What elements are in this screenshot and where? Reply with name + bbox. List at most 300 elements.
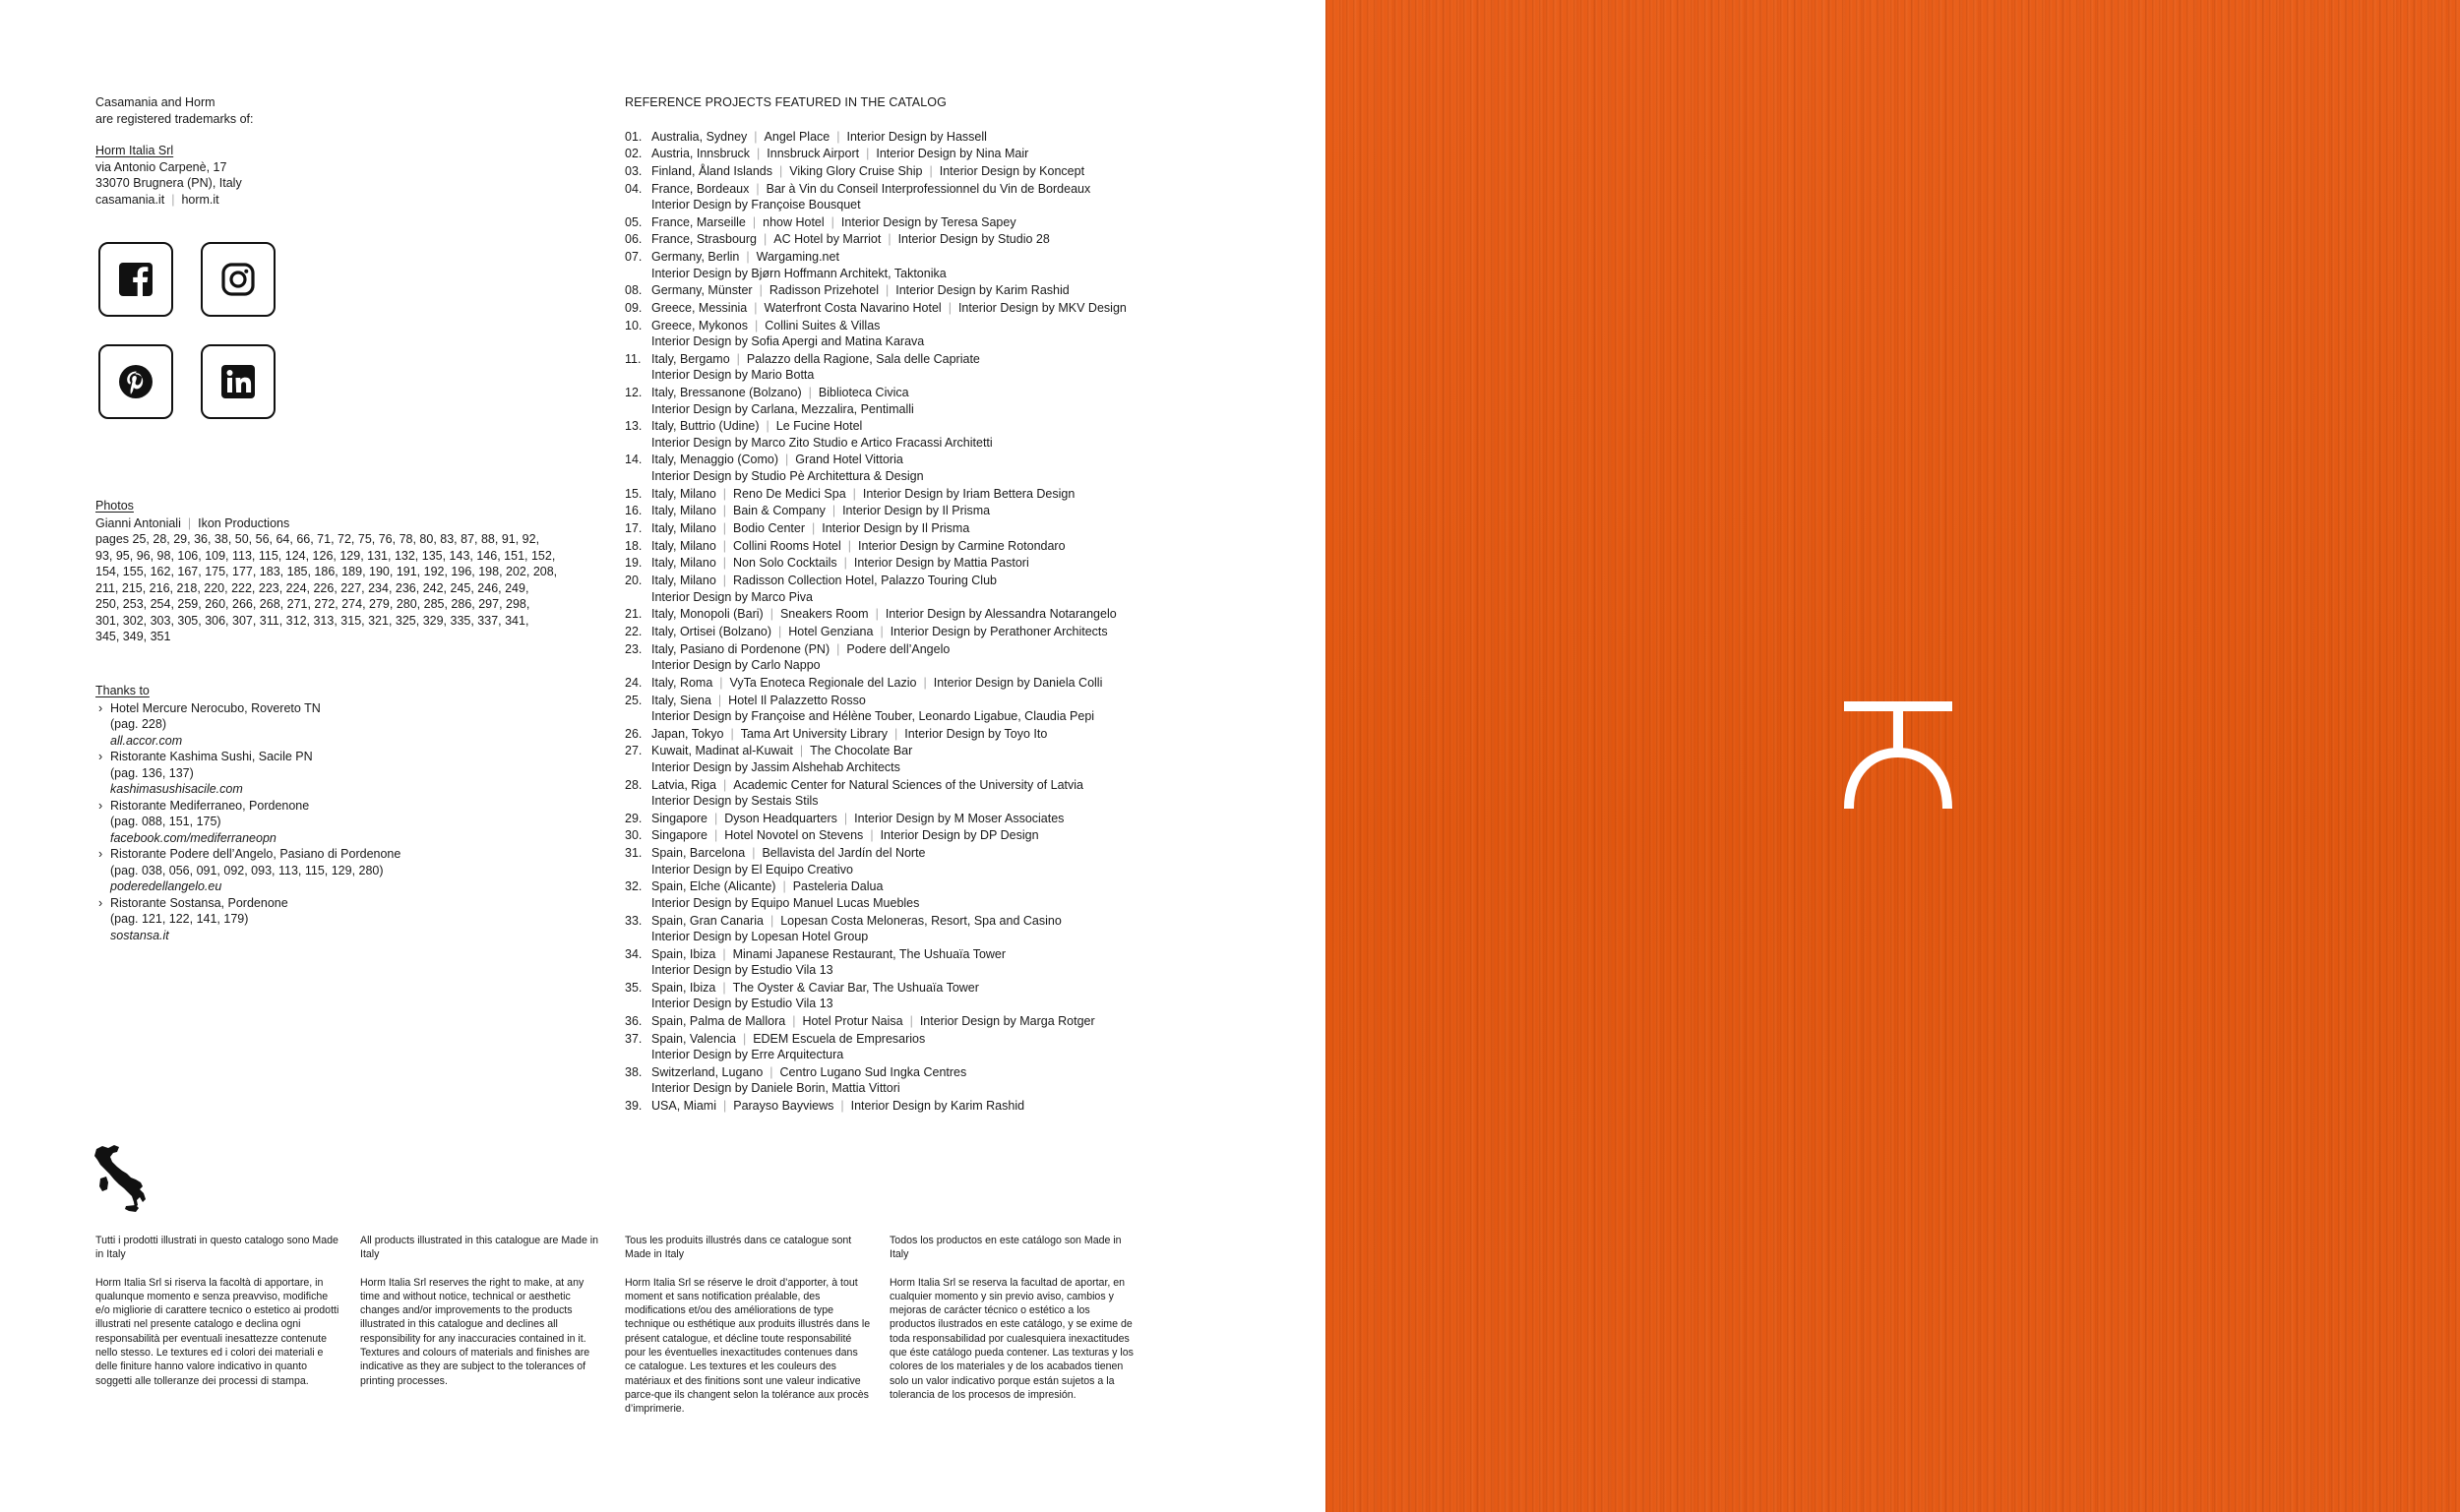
project-line — [651, 300, 1176, 317]
separator: | — [764, 232, 768, 247]
separator: | — [757, 147, 761, 161]
project-line — [651, 538, 1176, 555]
separator: | — [830, 214, 834, 229]
project-field: The Oyster & Caviar Bar, The Ushuaïa Tower — [732, 980, 979, 995]
project-field: Interior Design by Mario Botta — [651, 368, 815, 383]
project-number: 21. — [625, 607, 643, 622]
project-field: Bodio Center — [733, 521, 805, 535]
project-body — [651, 1031, 1176, 1063]
separator: | — [736, 351, 740, 366]
project-number: 22. — [625, 624, 643, 638]
separator: | — [880, 624, 884, 638]
project-line — [651, 318, 1176, 334]
project-number: 32. — [625, 879, 643, 894]
disclaimer-made-in: All products illustrated in this catalogue are Made in Italy — [360, 1235, 599, 1261]
project-number: 01. — [625, 129, 643, 144]
horm-link[interactable]: horm.it — [181, 192, 219, 207]
thanks-name: › Ristorante Mediferraneo, Pordenone — [110, 798, 310, 813]
project-body — [651, 726, 1176, 743]
project-line — [651, 231, 1176, 248]
thanks-url[interactable]: poderedellangelo.eu — [110, 879, 222, 893]
project-field: Interior Design by Lopesan Hotel Group — [651, 930, 869, 943]
facebook-button[interactable] — [98, 242, 173, 317]
project-line — [651, 913, 1176, 930]
project-item — [625, 231, 1176, 248]
project-item — [625, 641, 1176, 674]
thanks-pages: (pag. 136, 137) — [110, 765, 194, 780]
separator: | — [717, 693, 722, 707]
project-line — [651, 996, 1176, 1012]
project-field: Interior Design by Marco Piva — [651, 589, 813, 604]
project-line — [651, 895, 1176, 912]
project-field: Spain, Elche (Alicante) — [651, 879, 776, 894]
project-field: Interior Design by Teresa Sapey — [840, 214, 1016, 229]
facebook-icon — [116, 260, 155, 299]
thanks-name: › Hotel Mercure Nerocubo, Rovereto TN — [110, 700, 321, 715]
project-field: Interior Design by Estudio Vila 13 — [651, 997, 833, 1011]
project-body — [651, 878, 1176, 911]
project-field: AC Hotel by Marriot — [773, 232, 882, 247]
company-address-line2: 33070 Brugnera (PN), Italy — [95, 176, 242, 190]
project-field: Interior Design by Koncept — [939, 163, 1085, 178]
project-number: 04. — [625, 181, 643, 196]
project-field: Interior Design by Karim Rashid — [850, 1099, 1025, 1114]
project-item — [625, 845, 1176, 877]
separator: | — [742, 1031, 747, 1046]
project-number: 18. — [625, 538, 643, 553]
separator: | — [929, 163, 933, 178]
project-number: 10. — [625, 318, 643, 333]
project-field: Bain & Company — [733, 504, 826, 518]
project-line — [651, 1047, 1176, 1063]
project-item — [625, 418, 1176, 451]
project-item — [625, 946, 1176, 979]
project-field: Italy, Milano — [651, 486, 716, 501]
company-address-line1: via Antonio Carpenè, 17 — [95, 159, 227, 174]
photo-pages-line: 250, 253, 254, 259, 260, 266, 268, 271, 272, 274, 279, 280, 285, 286, 297, 298, — [95, 597, 530, 611]
project-line — [651, 862, 1176, 878]
project-field: Radisson Collection Hotel, Palazzo Touring Club — [733, 574, 997, 588]
project-field: Germany, Berlin — [651, 250, 740, 265]
project-line — [651, 946, 1176, 963]
project-field: Bellavista del Jardín del Norte — [762, 846, 926, 861]
project-number: 34. — [625, 946, 643, 961]
reference-projects — [625, 94, 1176, 1116]
project-body — [651, 214, 1176, 231]
project-item — [625, 777, 1176, 810]
project-body — [651, 827, 1176, 844]
trademark-intro-line1: Casamania and Horm — [95, 95, 215, 109]
project-item — [625, 300, 1176, 317]
separator: | — [722, 486, 727, 501]
thanks-pages: (pag. 228) — [110, 717, 166, 731]
project-field: Spain, Valencia — [651, 1031, 736, 1046]
project-field: Interior Design by Carmine Rotondaro — [858, 538, 1066, 553]
project-field: Australia, Sydney — [651, 129, 748, 144]
project-line — [651, 726, 1176, 743]
project-field: Interior Design by Jassim Alshehab Architects — [651, 759, 900, 774]
thanks-name: › Ristorante Podere dell’Angelo, Pasiano di Pordenone — [110, 847, 401, 861]
project-number: 24. — [625, 675, 643, 690]
separator: | — [875, 607, 879, 622]
project-body — [651, 641, 1176, 674]
instagram-button[interactable] — [201, 242, 276, 317]
pinterest-icon — [116, 362, 155, 401]
project-line — [651, 452, 1176, 468]
separator: | — [722, 946, 726, 961]
disclaimers — [95, 1234, 1138, 1417]
project-field: Interior Design by MKV Design — [957, 301, 1127, 315]
project-item — [625, 318, 1176, 350]
project-field: Finland, Åland Islands — [651, 163, 772, 178]
separator: | — [722, 504, 727, 518]
project-field: Grand Hotel Vittoria — [795, 453, 903, 467]
pinterest-button[interactable] — [98, 344, 173, 419]
project-number: 20. — [625, 574, 643, 588]
project-field: Interior Design by Studio Pè Architettura & Design — [651, 468, 924, 483]
project-line — [651, 129, 1176, 146]
project-number: 23. — [625, 641, 643, 656]
project-number: 26. — [625, 726, 643, 741]
thanks-item — [95, 749, 509, 798]
project-body — [651, 318, 1176, 350]
separator: | — [714, 811, 718, 825]
project-field: Austria, Innsbruck — [651, 147, 751, 161]
project-field: Switzerland, Lugano — [651, 1064, 764, 1079]
project-item — [625, 249, 1176, 281]
project-line — [651, 1080, 1176, 1097]
photos-heading: Photos — [95, 499, 134, 513]
project-line — [651, 641, 1176, 658]
project-item — [625, 606, 1176, 623]
project-number: 07. — [625, 250, 643, 265]
separator: | — [746, 250, 750, 265]
project-line — [651, 520, 1176, 537]
project-field: France, Strasbourg — [651, 232, 757, 247]
separator: | — [752, 846, 756, 861]
photo-pages-line: 345, 349, 351 — [95, 630, 171, 643]
project-number: 37. — [625, 1031, 643, 1046]
project-field: Interior Design by Equipo Manuel Lucas Muebles — [651, 895, 920, 910]
project-body — [651, 777, 1176, 810]
project-item — [625, 1031, 1176, 1063]
project-field: Innsbruck Airport — [767, 147, 860, 161]
project-field: Hotel Novotel on Stevens — [724, 828, 864, 843]
project-field: Italy, Buttrio (Udine) — [651, 419, 760, 434]
project-line — [651, 743, 1176, 759]
thanks-list — [95, 700, 509, 944]
separator: | — [843, 811, 848, 825]
thanks-item — [95, 846, 509, 895]
project-field: Hotel Protur Naisa — [802, 1014, 903, 1029]
project-line — [651, 401, 1176, 418]
project-item — [625, 913, 1176, 945]
thanks-url[interactable]: all.accor.com — [110, 733, 183, 748]
separator: | — [948, 301, 952, 315]
separator: | — [866, 147, 870, 161]
separator: | — [785, 453, 789, 467]
separator: | — [766, 419, 769, 434]
project-field: Angel Place — [764, 129, 830, 144]
project-field: Interior Design by Perathoner Architects — [890, 624, 1108, 638]
project-line — [651, 759, 1176, 776]
project-line — [651, 657, 1176, 674]
disclaimer-body: Horm Italia Srl se réserve le droit d’apporter, à tout moment et sans notification préalable, des modifications et/ou des améliorations de type technique ou esthétique aux produits illustrés dans le présent catalogue, et décline toute responsabilité pour les éventuelles inexactitudes contenues dans ce catalogue. Les textures et les couleurs des matériaux et des finitions sont une valeur indicative parce-que ils changent selon la tolérance aux procès d’imprimerie. — [625, 1276, 871, 1416]
project-field: Hotel Il Palazzetto Rosso — [728, 693, 866, 707]
project-number: 19. — [625, 556, 643, 571]
project-item — [625, 980, 1176, 1012]
project-field: Bar à Vin du Conseil Interprofessionnel du Vin de Bordeaux — [766, 181, 1091, 196]
project-field: Interior Design by El Equipo Creativo — [651, 862, 853, 877]
project-body — [651, 675, 1176, 692]
separator: | — [852, 486, 856, 501]
project-field: Kuwait, Madinat al-Kuwait — [651, 744, 793, 758]
separator: | — [769, 607, 773, 622]
project-field: Singapore — [651, 828, 707, 843]
project-line — [651, 163, 1176, 180]
project-field: EDEM Escuela de Empresarios — [753, 1031, 926, 1046]
project-line — [651, 1031, 1176, 1048]
project-field: Viking Glory Cruise Ship — [789, 163, 923, 178]
project-line — [651, 146, 1176, 162]
project-number: 03. — [625, 163, 643, 178]
project-body — [651, 573, 1176, 605]
project-line — [651, 503, 1176, 519]
linkedin-button[interactable] — [201, 344, 276, 419]
separator: | — [722, 1099, 727, 1114]
project-body — [651, 452, 1176, 484]
project-number: 12. — [625, 386, 643, 400]
project-line — [651, 573, 1176, 589]
project-number: 36. — [625, 1014, 643, 1029]
project-field: Interior Design by Carlo Nappo — [651, 658, 821, 673]
project-field: Interior Design by DP Design — [880, 828, 1039, 843]
project-line — [651, 266, 1176, 282]
separator: | — [754, 318, 759, 333]
disclaimer-body: Horm Italia Srl reserves the right to make, at any time and without notice, technical or aesthetic changes and/or improvements to the products illustrated in this catalogue and declines all responsibility for any inaccuracies contained in it. Textures and colours of materials and finishes are indicative as they are subject to the tolerances of printing processes. — [360, 1276, 590, 1387]
separator: | — [719, 675, 723, 690]
project-field: Italy, Pasiano di Pordenone (PN) — [651, 641, 830, 656]
project-item — [625, 486, 1176, 503]
project-item — [625, 282, 1176, 299]
project-line — [651, 1098, 1176, 1115]
project-field: Interior Design by Il Prisma — [822, 521, 970, 535]
project-number: 06. — [625, 232, 643, 247]
project-item — [625, 452, 1176, 484]
project-field: Interior Design by Carlana, Mezzalira, Pentimalli — [651, 401, 914, 416]
project-field: Pasteleria Dalua — [792, 879, 884, 894]
separator: | — [888, 232, 892, 247]
project-body — [651, 743, 1176, 775]
disclaimer-spanish — [890, 1234, 1136, 1417]
project-item — [625, 385, 1176, 417]
project-body — [651, 486, 1176, 503]
project-line — [651, 351, 1176, 368]
project-body — [651, 946, 1176, 979]
project-body — [651, 1013, 1176, 1030]
project-body — [651, 845, 1176, 877]
project-field: Radisson Prizehotel — [769, 283, 879, 298]
project-field: Greece, Mykonos — [651, 318, 748, 333]
project-field: Italy, Bergamo — [651, 351, 730, 366]
project-number: 35. — [625, 980, 643, 995]
project-field: Sneakers Room — [779, 607, 869, 622]
casamania-link[interactable]: casamania.it — [95, 192, 165, 207]
project-line — [651, 827, 1176, 844]
project-line — [651, 197, 1176, 213]
project-body — [651, 129, 1176, 146]
thanks-pages: (pag. 038, 056, 091, 092, 093, 113, 115, 129, 280) — [110, 863, 384, 877]
project-number: 15. — [625, 486, 643, 501]
social-links — [98, 242, 281, 419]
project-line — [651, 962, 1176, 979]
project-field: Italy, Milano — [651, 504, 716, 518]
project-body — [651, 163, 1176, 180]
horm-logo-icon — [1844, 698, 1952, 812]
separator: | — [909, 1014, 913, 1029]
project-item — [625, 726, 1176, 743]
project-field: Interior Design by Il Prisma — [842, 504, 991, 518]
project-field: Singapore — [651, 811, 707, 825]
project-line — [651, 418, 1176, 435]
project-item — [625, 214, 1176, 231]
thanks-item — [95, 700, 509, 750]
project-field: Interior Design by Daniele Borin, Mattia Vittori — [651, 1081, 900, 1096]
project-number: 33. — [625, 913, 643, 928]
project-body — [651, 503, 1176, 519]
disclaimer-body: Horm Italia Srl si riserva la facoltà di apportare, in qualunque momento e senza preavviso, modifiche e/o migliorie di carattere tecnico o estetico ai prodotti illustrati nel presente catalogo e declina ogni responsabilità per eventuali inesattezze contenute nello stesso. Le textures ed i colori dei materiali e delle finiture hanno valore indicativo in quanto soggetti alle tolleranze dei processi di stampa. — [95, 1276, 339, 1387]
project-line — [651, 1064, 1176, 1081]
photographer-2: Ikon Productions — [198, 515, 290, 530]
project-item — [625, 1098, 1176, 1115]
project-line — [651, 624, 1176, 640]
disclaimer-made-in: Tous les produits illustrés dans ce catalogue sont Made in Italy — [625, 1235, 852, 1261]
project-field: Interior Design by Nina Mair — [876, 147, 1029, 161]
project-number: 11. — [625, 351, 642, 366]
project-item — [625, 503, 1176, 519]
thanks-url[interactable]: facebook.com/mediferraneopn — [110, 830, 277, 845]
photo-pages-line: pages 25, 28, 29, 36, 38, 50, 56, 64, 66, 71, 72, 75, 76, 78, 80, 83, 87, 88, 91, 92, — [95, 532, 540, 546]
instagram-icon — [218, 260, 258, 299]
project-field: Interior Design by Iriam Bettera Design — [862, 486, 1076, 501]
project-body — [651, 555, 1176, 572]
project-body — [651, 913, 1176, 945]
project-item — [625, 624, 1176, 640]
project-field: Interior Design by Marga Rotger — [919, 1014, 1095, 1029]
project-item — [625, 520, 1176, 537]
project-field: Italy, Ortisei (Bolzano) — [651, 624, 772, 638]
project-number: 27. — [625, 744, 643, 758]
project-body — [651, 980, 1176, 1012]
project-line — [651, 385, 1176, 401]
separator: | — [782, 879, 786, 894]
project-field: Parayso Bayviews — [733, 1099, 834, 1114]
project-field: Spain, Barcelona — [651, 846, 746, 861]
project-field: Interior Design by Mattia Pastori — [853, 556, 1029, 571]
project-line — [651, 708, 1176, 725]
thanks-url[interactable]: kashimasushisacile.com — [110, 782, 243, 796]
project-field: Biblioteca Civica — [818, 386, 909, 400]
project-item — [625, 146, 1176, 162]
project-item — [625, 743, 1176, 775]
thanks-name: › Ristorante Sostansa, Pordenone — [110, 895, 288, 910]
project-body — [651, 300, 1176, 317]
project-item — [625, 1064, 1176, 1097]
project-field: Greece, Messinia — [651, 301, 748, 315]
project-field: Tama Art University Library — [740, 726, 889, 741]
disclaimer-french — [625, 1234, 871, 1417]
project-body — [651, 249, 1176, 281]
project-field: Spain, Ibiza — [651, 980, 716, 995]
project-field: Interior Design by Karim Rashid — [895, 283, 1070, 298]
project-field: Interior Design by Françoise Bousquet — [651, 198, 861, 212]
project-field: Interior Design by Studio 28 — [897, 232, 1050, 247]
project-item — [625, 573, 1176, 605]
separator: | — [171, 192, 175, 207]
project-field: France, Marseille — [651, 214, 746, 229]
project-field: Wargaming.net — [756, 250, 839, 265]
project-number: 28. — [625, 777, 643, 792]
project-line — [651, 249, 1176, 266]
project-number: 39. — [625, 1099, 643, 1114]
project-field: Non Solo Cocktails — [733, 556, 837, 571]
project-field: Spain, Gran Canaria — [651, 913, 764, 928]
separator: | — [722, 556, 727, 571]
project-line — [651, 845, 1176, 862]
thanks-pages: (pag. 121, 122, 141, 179) — [110, 912, 249, 926]
project-line — [651, 980, 1176, 997]
project-field: Interior Design by Daniela Colli — [933, 675, 1103, 690]
project-field: Podere dell’Angelo — [846, 641, 951, 656]
project-body — [651, 351, 1176, 384]
project-field: Centro Lugano Sud Ingka Centres — [779, 1064, 967, 1079]
project-body — [651, 606, 1176, 623]
project-field: Palazzo della Ragione, Sala delle Capriate — [746, 351, 980, 366]
project-item — [625, 351, 1176, 384]
project-line — [651, 282, 1176, 299]
project-field: Italy, Roma — [651, 675, 713, 690]
project-item — [625, 181, 1176, 213]
separator: | — [779, 163, 783, 178]
project-line — [651, 214, 1176, 231]
thanks-url[interactable]: sostansa.it — [110, 928, 169, 942]
project-field: Italy, Bressanone (Bolzano) — [651, 386, 802, 400]
separator: | — [831, 504, 836, 518]
thanks-block — [95, 683, 509, 943]
project-field: Minami Japanese Restaurant, The Ushuaïa Tower — [732, 946, 1007, 961]
project-line — [651, 878, 1176, 895]
separator: | — [754, 301, 758, 315]
project-body — [651, 385, 1176, 417]
separator: | — [847, 538, 852, 553]
separator: | — [759, 283, 763, 298]
photo-pages-line: 154, 155, 162, 167, 175, 177, 183, 185, 186, 189, 190, 191, 192, 196, 198, 202, 208, — [95, 565, 558, 578]
separator: | — [187, 515, 192, 530]
separator: | — [799, 744, 804, 758]
project-line — [651, 1013, 1176, 1030]
project-field: Spain, Palma de Mallora — [651, 1014, 786, 1029]
project-number: 25. — [625, 693, 643, 707]
photos-credits — [95, 498, 558, 645]
project-body — [651, 693, 1176, 725]
separator: | — [756, 181, 760, 196]
project-body — [651, 1098, 1176, 1115]
project-field: The Chocolate Bar — [810, 744, 913, 758]
project-field: Reno De Medici Spa — [733, 486, 846, 501]
project-number: 30. — [625, 828, 643, 843]
photo-credits — [95, 515, 558, 532]
project-number: 29. — [625, 811, 643, 825]
